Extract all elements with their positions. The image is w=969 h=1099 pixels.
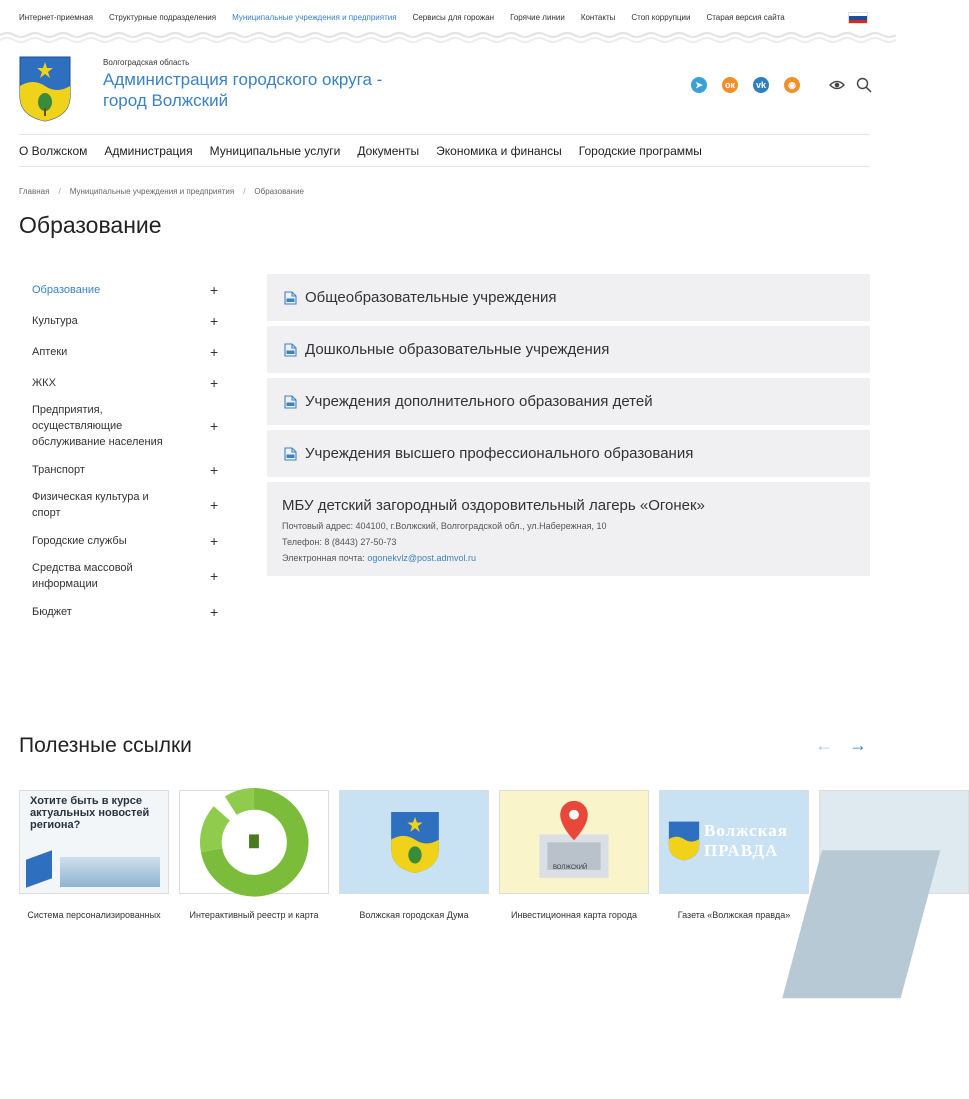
site-title[interactable]: Администрация городского округа - город Волжский bbox=[103, 70, 383, 110]
category-link[interactable] bbox=[267, 274, 870, 321]
breadcrumb-link[interactable]: Муниципальные учреждения и предприятия bbox=[69, 187, 235, 196]
russian-flag-icon[interactable] bbox=[848, 12, 868, 24]
sidebar-item[interactable] bbox=[32, 274, 227, 305]
main-nav-item[interactable]: Муниципальные услуги bbox=[209, 143, 341, 158]
card-caption[interactable]: Инвестиционная карта города bbox=[511, 910, 637, 920]
sidebar-menu bbox=[32, 274, 227, 627]
sidebar-item[interactable] bbox=[32, 525, 227, 556]
social-links bbox=[691, 77, 800, 93]
sidebar-item-label[interactable]: Бюджет bbox=[32, 605, 72, 618]
carousel-prev-arrow-icon[interactable]: ← bbox=[815, 735, 833, 755]
telegram-icon[interactable]: ➤ bbox=[691, 77, 707, 93]
useful-link-card[interactable] bbox=[499, 790, 649, 920]
region-label: Волгоградская область bbox=[103, 58, 190, 67]
top-link[interactable]: Горячие линии bbox=[510, 13, 565, 22]
breadcrumb-link[interactable]: Главная bbox=[19, 187, 50, 196]
useful-link-card[interactable] bbox=[659, 790, 809, 920]
camp-email-row bbox=[282, 550, 855, 566]
sidebar-item[interactable] bbox=[32, 556, 227, 596]
sidebar-item-label[interactable]: Аптеки bbox=[32, 345, 68, 358]
vk-icon[interactable]: vk bbox=[753, 77, 769, 93]
main-nav-item[interactable]: Городские программы bbox=[578, 143, 702, 158]
card-image[interactable] bbox=[659, 790, 809, 894]
sidebar-item[interactable] bbox=[32, 367, 227, 398]
top-link[interactable]: Контакты bbox=[580, 13, 616, 22]
top-link[interactable]: Старая версия сайта bbox=[706, 13, 785, 22]
top-links bbox=[19, 13, 801, 22]
search-icon[interactable] bbox=[856, 77, 872, 93]
sidebar-item[interactable] bbox=[32, 398, 227, 454]
camp-name: МБУ детский загородный оздоровительный лагерь «Огонек» bbox=[282, 497, 705, 514]
camp-phone: Телефон: 8 (8443) 27-50-73 bbox=[282, 537, 397, 547]
top-link[interactable]: Сервисы для горожан bbox=[412, 13, 495, 22]
useful-links-carousel bbox=[19, 790, 870, 922]
breadcrumb bbox=[19, 187, 304, 196]
sidebar-item[interactable] bbox=[32, 305, 227, 336]
category-link[interactable] bbox=[267, 378, 870, 425]
camp-email-label: Электронная почта: bbox=[282, 553, 368, 563]
sidebar-item[interactable] bbox=[32, 454, 227, 485]
breadcrumb-separator: / bbox=[243, 187, 246, 196]
useful-link-card[interactable] bbox=[19, 790, 169, 920]
top-link[interactable]: Муниципальные учреждения и предприятия bbox=[232, 13, 397, 22]
page-title: Образование bbox=[19, 212, 162, 238]
sidebar-item[interactable] bbox=[32, 596, 227, 627]
useful-link-card[interactable] bbox=[179, 790, 329, 920]
category-link[interactable] bbox=[267, 326, 870, 373]
card-caption[interactable]: Волжская городская Дума bbox=[359, 910, 469, 920]
expand-plus-icon[interactable]: + bbox=[210, 461, 219, 478]
card-image[interactable] bbox=[499, 790, 649, 894]
expand-plus-icon[interactable]: + bbox=[210, 603, 219, 620]
main-nav-item[interactable]: Администрация bbox=[104, 143, 193, 158]
card-image[interactable] bbox=[819, 790, 969, 894]
sidebar-item-label[interactable]: Физическая культура и спорт bbox=[32, 491, 149, 519]
card-image-text: ВОЛЖСКИЙ bbox=[553, 865, 588, 871]
sidebar-item-label[interactable]: Транспорт bbox=[32, 463, 85, 476]
institution-list bbox=[267, 274, 870, 576]
expand-plus-icon[interactable]: + bbox=[210, 418, 219, 434]
expand-plus-icon[interactable]: + bbox=[210, 374, 219, 391]
breadcrumb-separator: / bbox=[58, 187, 61, 196]
wave-divider bbox=[0, 31, 890, 45]
main-nav-item[interactable]: О Волжском bbox=[19, 143, 88, 158]
expand-plus-icon[interactable]: + bbox=[210, 281, 219, 298]
sidebar-item-label[interactable]: Культура bbox=[32, 314, 78, 327]
card-image[interactable] bbox=[339, 790, 489, 894]
main-navigation bbox=[19, 134, 870, 167]
card-caption[interactable]: Интерактивный реестр и карта bbox=[189, 910, 319, 920]
rss-icon[interactable]: ◉ bbox=[784, 77, 800, 93]
main-nav-item[interactable]: Документы bbox=[357, 143, 420, 158]
pdf-document-icon bbox=[284, 395, 297, 409]
sidebar-item-label[interactable]: Средства массовой информации bbox=[32, 562, 133, 590]
expand-plus-icon[interactable]: + bbox=[210, 312, 219, 329]
sidebar-item-label[interactable]: Городские службы bbox=[32, 534, 127, 547]
card-image-text: Волжская ПРАВДА bbox=[704, 821, 788, 860]
card-caption[interactable]: Газета «Волжская правда» bbox=[677, 910, 791, 920]
category-label[interactable]: Общеобразовательные учреждения bbox=[305, 289, 557, 306]
camp-info-card bbox=[267, 482, 870, 576]
card-image[interactable] bbox=[179, 790, 329, 894]
pdf-document-icon bbox=[284, 291, 297, 305]
useful-link-card[interactable] bbox=[819, 790, 969, 920]
expand-plus-icon[interactable]: + bbox=[210, 343, 219, 360]
card-image-text: Хотите быть в курсе актуальных новостей региона? bbox=[30, 795, 150, 831]
top-link[interactable]: Интернет-приемная bbox=[19, 13, 93, 22]
top-link[interactable]: Структурные подразделения bbox=[108, 13, 217, 22]
main-nav-item[interactable]: Экономика и финансы bbox=[436, 143, 562, 158]
sidebar-item[interactable] bbox=[32, 485, 227, 525]
card-image[interactable] bbox=[19, 790, 169, 894]
expand-plus-icon[interactable]: + bbox=[210, 497, 219, 513]
top-link[interactable]: Стоп коррупции bbox=[631, 13, 691, 22]
pdf-document-icon bbox=[284, 447, 297, 461]
card-caption[interactable]: Система персонализированных bbox=[27, 910, 161, 920]
sidebar-item-label[interactable]: Образование bbox=[32, 283, 101, 296]
useful-links-title: Полезные ссылки bbox=[19, 734, 192, 757]
expand-plus-icon[interactable]: + bbox=[210, 568, 219, 584]
category-link[interactable] bbox=[267, 430, 870, 477]
useful-link-card[interactable] bbox=[339, 790, 489, 920]
accessibility-eye-icon[interactable] bbox=[829, 78, 845, 92]
sidebar-item-label[interactable]: ЖКХ bbox=[32, 376, 56, 389]
camp-address: Почтовый адрес: 404100, г.Волжский, Волгоградской обл., ул.Набережная, 10 bbox=[282, 521, 607, 531]
odnoklassniki-icon[interactable]: ок bbox=[722, 77, 738, 93]
camp-email-link[interactable]: ogonekvlz@post.admvol.ru bbox=[367, 553, 477, 563]
category-label[interactable]: Дошкольные образовательные учреждения bbox=[305, 341, 610, 358]
category-label[interactable]: Учреждения высшего профессионального образования bbox=[305, 445, 694, 462]
sidebar-item[interactable] bbox=[32, 336, 227, 367]
city-coat-of-arms-logo[interactable] bbox=[19, 56, 71, 122]
sidebar-item-label[interactable]: Предприятия, осуществляющие обслуживание населения bbox=[32, 404, 163, 448]
category-label[interactable]: Учреждения дополнительного образования детей bbox=[305, 393, 653, 410]
pdf-document-icon bbox=[284, 343, 297, 357]
carousel-next-arrow-icon[interactable]: → bbox=[849, 735, 867, 755]
expand-plus-icon[interactable]: + bbox=[210, 532, 219, 549]
breadcrumb-current: Образование bbox=[254, 187, 305, 196]
